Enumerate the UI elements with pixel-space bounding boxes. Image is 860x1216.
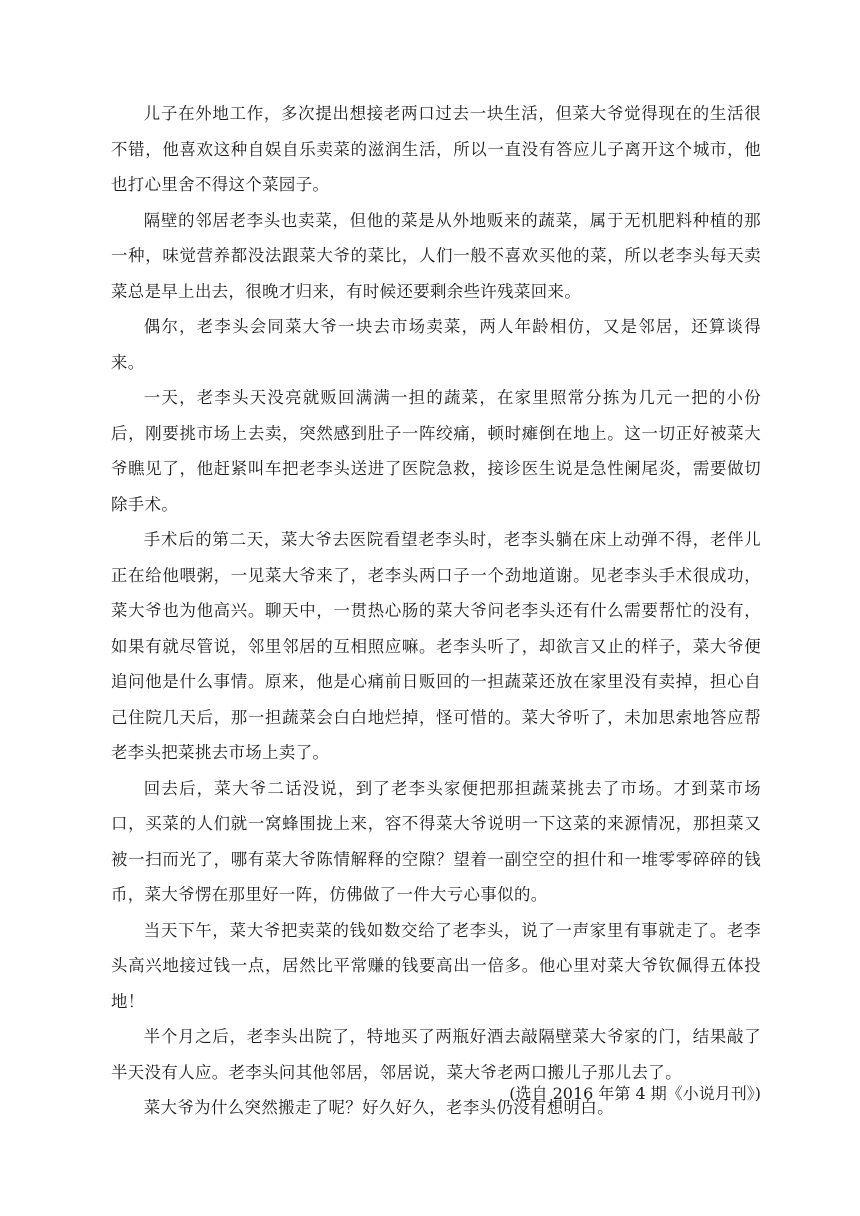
source-citation: (选自 2016 年第 4 期《小说月刊》) bbox=[509, 1084, 761, 1103]
paragraph-6: 回去后，菜大爷二话没说，到了老李头家便把那担蔬菜挑去了市场。才到菜市场口，买菜的人们就一窝蜂围拢上来，容不得菜大爷说明一下这菜的来源情况，那担菜又被一扫而光了，哪有菜大爷陈情解释的空隙？望着一副空空的担什和一堆零零碎碎的钱币，菜大爷愣在那里好一阵，仿佛做了一件大亏心事似的。 bbox=[111, 778, 761, 904]
paragraph-7: 当天下午，菜大爷把卖菜的钱如数交给了老李头，说了一声家里有事就走了。老李头高兴地接过钱一点，居然比平常赚的钱要高出一倍多。他心里对菜大爷钦佩得五体投地！ bbox=[111, 920, 761, 1011]
paragraph-1: 儿子在外地工作，多次提出想接老两口过去一块生活，但菜大爷觉得现在的生活很不错，他喜欢这种自娱自乐卖菜的滋润生活，所以一直没有答应儿子离开这个城市，他也打心里舍不得这个菜园子。 bbox=[111, 104, 761, 194]
article-body bbox=[111, 96, 761, 1126]
paragraph-8: 半个月之后，老李头出院了，特地买了两瓶好酒去敲隔壁菜大爷家的门，结果敲了半天没有人应。老李头问其他邻居，邻居说，菜大爷老两口搬儿子那儿去了。 bbox=[111, 1027, 761, 1082]
paragraph-4: 一天，老李头天没亮就贩回满满一担的蔬菜，在家里照常分拣为几元一把的小份后，刚要挑市场上去卖，突然感到肚子一阵绞痛，顿时瘫倒在地上。这一切正好被菜大爷瞧见了，他赶紧叫车把老李头送进了医院急救，接诊医生说是急性阑尾炎，需要做切除手术。 bbox=[111, 388, 761, 514]
paragraph-9: 菜大爷为什么突然搬走了呢？好久好久，老李头仍没有想明白。 bbox=[143, 1098, 614, 1117]
paragraph-5: 手术后的第二天，菜大爷去医院看望老李头时，老李头躺在床上动弹不得，老伴儿正在给他喂粥，一见菜大爷来了，老李头两口子一个劲地道谢。见老李头手术很成功，菜大爷也为他高兴。聊天中，一贯热心肠的菜大爷问老李头还有什么需要帮忙的没有，如果有就尽管说，邻里邻居的互相照应嘛。老李头听了，却欲言又止的样子，菜大爷便追问他是什么事情。原来，他是心痛前日贩回的一担蔬菜还放在家里没有卖掉，担心自己住院几天后，那一担蔬菜会白白地烂掉，怪可惜的。菜大爷听了，未加思索地答应帮老李头把菜挑去市场上卖了。 bbox=[111, 530, 761, 762]
paragraph-3: 偶尔，老李头会同菜大爷一块去市场卖菜，两人年龄相仿，又是邻居，还算谈得来。 bbox=[111, 317, 761, 372]
paragraph-2: 隔壁的邻居老李头也卖菜，但他的菜是从外地贩来的蔬菜，属于无机肥料种植的那一种，味觉营养都没法跟菜大爷的菜比，人们一般不喜欢买他的菜，所以老李头每天卖菜总是早上出去，很晚才归来，有时候还要剩余些许残菜回来。 bbox=[111, 210, 761, 301]
